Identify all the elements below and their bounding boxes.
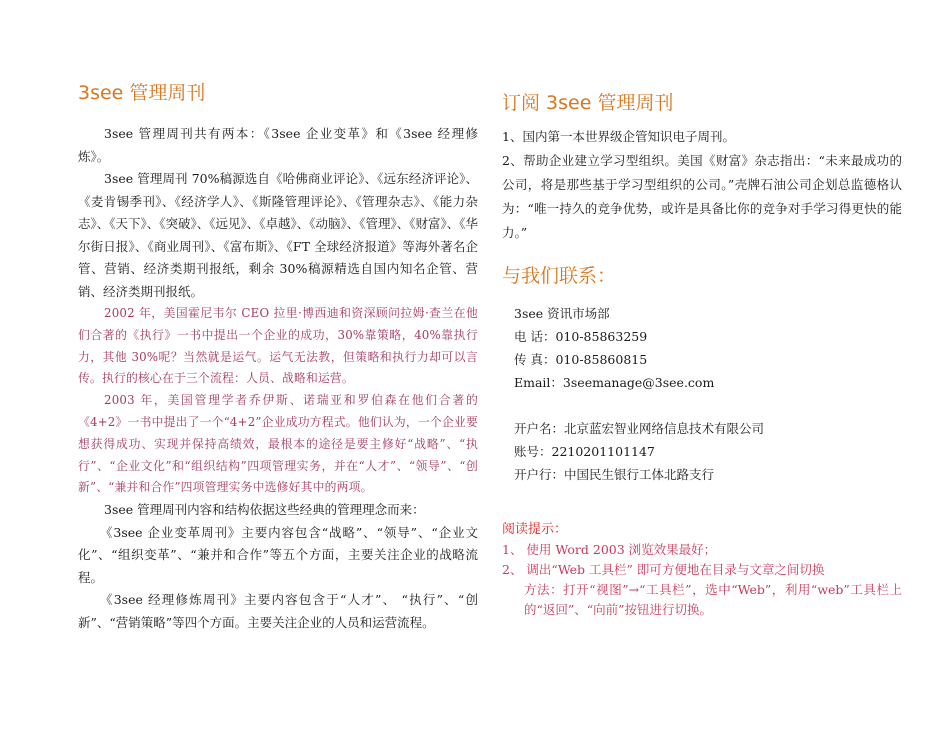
account-bank: 开户行：中国民生银行工体北路支行 <box>514 467 715 482</box>
intro-paragraph: 3see 管理周刊共有两本：《3see 企业变革》和《3see 经理修炼》。 <box>78 126 478 164</box>
change-weekly-paragraph: 《3see 企业变革周刊》主要内容包含“战略”、“领导”、“企业文化”、“组织变革”、“兼并和合作”等五个方面，主要关注企业的战略流程。 <box>78 524 478 585</box>
left-column <box>78 78 478 634</box>
tips-title: 阅读提示： <box>502 522 568 537</box>
tip-method: 方法：打开“视图”→“工具栏”，选中“Web”，利用“web”工具栏上的“返回”、“向前”按钮进行切换。 <box>524 582 902 617</box>
subscribe-item: 1、国内第一本世界级企管知识电子周刊。 <box>502 129 735 144</box>
execution-paragraph: 2002 年，美国霍尼韦尔 CEO 拉里·博西迪和资深顾问拉姆·查兰在他们合著的《执行》一书中提出一个企业的成功，30%靠策略，40%靠执行力，其他 30%呢？当然就是运气。运气无法教，但策略和执行力却可以言传。执行的核心在于三个流程：人员、战略和运营。 <box>78 306 478 386</box>
manager-weekly-paragraph: 《3see 经理修炼周刊》主要内容包含于“人才”、 “执行”、“创新”、“营销策略”等四个方面。主要关注企业的人员和运营流程。 <box>78 592 478 630</box>
subscribe-list <box>502 125 902 245</box>
reading-tips <box>502 520 902 620</box>
right-column <box>502 88 902 620</box>
contact-email: Email：3seemanage@3see.com <box>514 375 715 390</box>
tip-item: 2、 调出“Web 工具栏” 即可方便地在目录与文章之间切换 <box>502 562 825 577</box>
sources-paragraph: 3see 管理周刊 70%稿源选自《哈佛商业评论》、《远东经济评论》、《麦肯锡季刊》、《经济学人》、《斯隆管理评论》、《管理杂志》、《能力杂志》、《天下》、《突破》、《远见》、《卓越》、《动脑》、《管理》、《财富》、《华尔街日报》、《商业周刊》、《富布斯》、《FT 全球经济报道》等海外著名企管、营销、经济类期刊报纸，剩余 30%稿源精选自国内知名企管、营销、经济类期刊报纸。 <box>78 171 479 299</box>
contact-block <box>502 302 902 486</box>
account-number: 账号：2210201101147 <box>514 444 655 459</box>
contact-fax: 传 真：010-85860815 <box>514 352 648 367</box>
subscribe-title: 订阅 3see 管理周刊 <box>502 92 674 114</box>
page-title: 3see 管理周刊 <box>78 82 206 104</box>
basis-paragraph: 3see 管理周刊内容和结构依据这些经典的管理理念而来： <box>104 502 425 518</box>
formula-paragraph: 2003 年，美国管理学者乔伊斯、诺瑞亚和罗伯森在他们合著的《4+2》一书中提出了一个“4+2”企业成功方程式。他们认为，一个企业要想获得成功、实现并保持高绩效，最根本的途径是要主修好“战略”、“执行”、“企业文化”和“组织结构”四项管理实务，并在“人才”、“领导”、“创新”、“兼并和合作”四项管理实务中选修好其中的两项。 <box>78 393 478 495</box>
subscribe-item: 2、帮助企业建立学习型组织。美国《财富》杂志指出：“未来最成功的公司，将是那些基于学习型组织的公司。”壳牌石油公司企划总监德格认为：“唯一持久的竞争优势，或许是具备比你的竞争对手学习得更快的能力。” <box>502 153 902 240</box>
contact-dept: 3see 资讯市场部 <box>514 306 610 321</box>
contact-title: 与我们联系： <box>502 265 617 287</box>
contact-phone: 电 话：010-85863259 <box>514 329 648 344</box>
account-name: 开户名：北京蓝宏智业网络信息技术有限公司 <box>514 421 765 436</box>
tip-item: 1、 使用 Word 2003 浏览效果最好； <box>502 542 717 557</box>
